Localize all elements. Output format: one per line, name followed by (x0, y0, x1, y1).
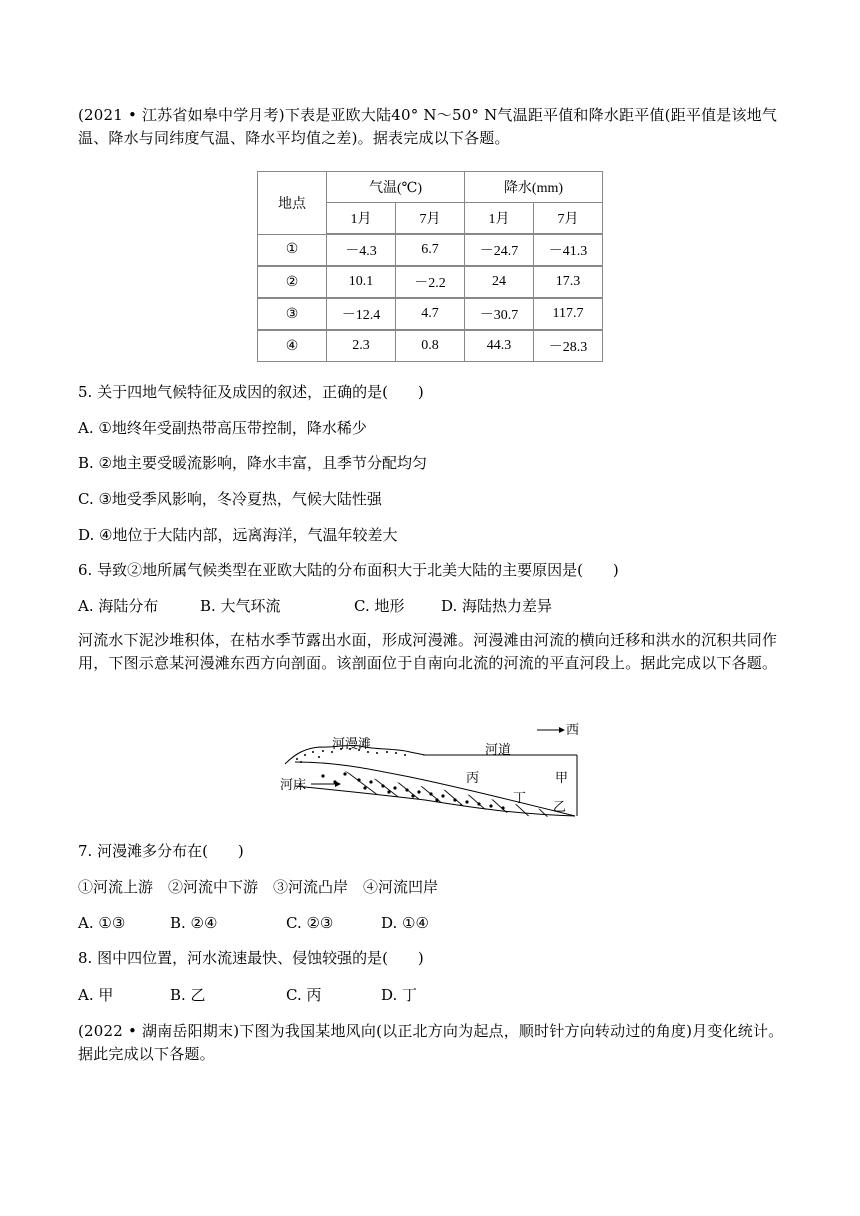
question-7-stem: 7. 河漫滩多分布在( ) (78, 842, 244, 860)
temp-jan-cell: －12.4 (327, 298, 396, 330)
precip-jul-header: 7月 (534, 203, 603, 235)
q5-option-b[interactable]: B. ②地主要受暖流影响，降水丰富，且季节分配均匀 (78, 454, 428, 472)
temp-jan-cell: 2.3 (327, 330, 396, 362)
precip-jul-cell: 117.7 (534, 298, 603, 330)
q8-option-d[interactable]: D. 丁 (381, 986, 418, 1004)
arrow-head-icon (335, 781, 341, 787)
precip-jul-cell: －28.3 (534, 330, 603, 362)
q7-option-b[interactable]: B. ②④ (170, 914, 218, 932)
site-cell: ① (258, 234, 327, 266)
label-channel: 河道 (485, 743, 512, 758)
intro-paragraph-2: 河流水下泥沙堆积体，在枯水季节露出水面，形成河漫滩。河漫滩由河流的横向迁移和洪水的沉积共同作用，下图示意某河漫滩东西方向剖面。该剖面位于自南向北流的河流的平直河段上。据此完成以下各题。 (78, 631, 778, 672)
precip-jan-cell: 44.3 (465, 330, 534, 362)
label-west: 西 (566, 723, 580, 738)
temp-jul-cell: 0.8 (396, 330, 465, 362)
q6-option-c[interactable]: C. 地形 (354, 597, 405, 615)
label-floodplain: 河漫滩 (332, 737, 372, 752)
precipitation-header: 降水(mm) (465, 172, 603, 203)
q7-option-d[interactable]: D. ①④ (381, 914, 429, 932)
table-row (258, 234, 603, 266)
site-cell: ④ (258, 330, 327, 362)
temp-jan-cell: 10.1 (327, 266, 396, 298)
q7-statement-items: ①河流上游 ②河流中下游 ③河流凸岸 ④河流凹岸 (78, 878, 439, 896)
precip-jan-cell: －24.7 (465, 234, 534, 266)
precip-jul-cell: 17.3 (534, 266, 603, 298)
site-cell: ③ (258, 298, 327, 330)
q8-option-a[interactable]: A. 甲 (78, 986, 114, 1004)
table-row (258, 266, 603, 298)
q5-option-c[interactable]: C. ③地受季风影响，冬冷夏热，气候大陆性强 (78, 490, 382, 508)
temp-jul-header: 7月 (396, 203, 465, 235)
temperature-header: 气温(℃) (327, 172, 465, 203)
q5-option-a[interactable]: A. ①地终年受副热带高压带控制，降水稀少 (78, 419, 367, 437)
q7-option-c[interactable]: C. ②③ (286, 914, 334, 932)
temp-jul-cell: 4.7 (396, 298, 465, 330)
q6-option-b[interactable]: B. 大气环流 (200, 597, 281, 615)
site-header: 地点 (258, 172, 327, 235)
label-ding: 丁 (513, 791, 527, 806)
q6-option-a[interactable]: A. 海陆分布 (78, 597, 159, 615)
temp-jul-cell: 6.7 (396, 234, 465, 266)
floodplain-cross-section-diagram (275, 718, 595, 826)
question-6-stem: 6. 导致②地所属气候类型在亚欧大陆的分布面积大于北美大陆的主要原因是( ) (78, 561, 619, 579)
precip-jan-cell: 24 (465, 266, 534, 298)
q5-option-d[interactable]: D. ④地位于大陆内部，远离海洋，气温年较差大 (78, 526, 398, 544)
label-yi: 乙 (553, 800, 567, 815)
temp-jan-header: 1月 (327, 203, 396, 235)
q8-option-b[interactable]: B. 乙 (170, 986, 206, 1004)
question-5-stem: 5. 关于四地气候特征及成因的叙述，正确的是( ) (78, 383, 424, 401)
table-row (258, 330, 603, 362)
precip-jan-header: 1月 (465, 203, 534, 235)
temp-jan-cell: －4.3 (327, 234, 396, 266)
label-jia: 甲 (555, 771, 569, 786)
intro-paragraph-1: (2021 • 江苏省如皋中学月考)下表是亚欧大陆40° N～50° N气温距平值和降水距平值(距平值是该地气温、降水与同纬度气温、降水平均值之差)。据表完成以下各题。 (78, 106, 778, 147)
table-row (258, 298, 603, 330)
label-riverbed: 河床 (280, 778, 307, 793)
label-bing: 丙 (466, 771, 480, 786)
question-8-stem: 8. 图中四位置，河水流速最快、侵蚀较强的是( ) (78, 949, 424, 967)
climate-anomaly-table (257, 171, 603, 362)
q8-option-c[interactable]: C. 丙 (286, 986, 322, 1004)
intro-paragraph-3: (2022 • 湖南岳阳期末)下图为我国某地风向(以正北方向为起点，顺时针方向转动过的角度)月变化统计。据此完成以下各题。 (78, 1022, 784, 1063)
precip-jul-cell: －41.3 (534, 234, 603, 266)
precip-jan-cell: －30.7 (465, 298, 534, 330)
arrow-head-icon (559, 727, 565, 733)
q6-option-d[interactable]: D. 海陆热力差异 (441, 597, 553, 615)
q7-option-a[interactable]: A. ①③ (78, 914, 126, 932)
temp-jul-cell: －2.2 (396, 266, 465, 298)
site-cell: ② (258, 266, 327, 298)
